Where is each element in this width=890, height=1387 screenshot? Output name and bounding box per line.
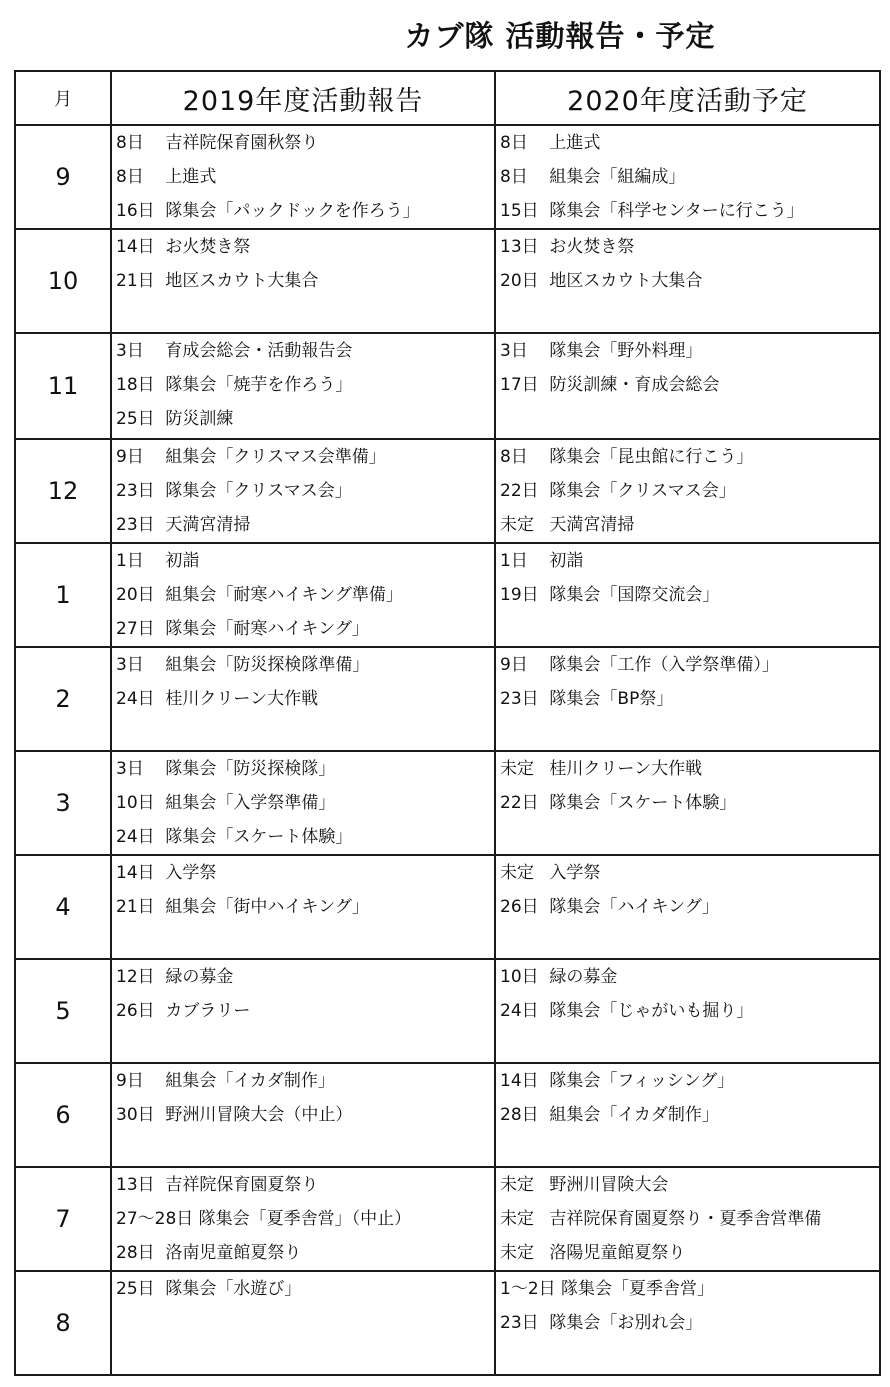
plan-cell — [495, 647, 880, 751]
month-cell: 11 — [15, 333, 111, 439]
table-row — [15, 959, 880, 1063]
entry-event: 吉祥院保育園夏祭り — [165, 1175, 319, 1195]
entry-date: 14日 — [116, 863, 155, 883]
schedule-entry — [112, 994, 494, 1028]
entry-date: 未定 — [500, 515, 534, 535]
report-cell — [111, 1063, 495, 1167]
month-cell: 12 — [15, 439, 111, 543]
entry-date: 27～28日 — [116, 1209, 194, 1229]
schedule-entry — [112, 752, 494, 786]
schedule-entry — [112, 856, 494, 890]
entry-event: 野洲川冒険大会 — [549, 1175, 669, 1195]
report-cell — [111, 751, 495, 855]
header-month: 月 — [15, 71, 111, 125]
schedule-entry — [112, 682, 494, 716]
entry-date: 19日 — [500, 585, 539, 605]
month-cell: 5 — [15, 959, 111, 1063]
schedule-entry — [496, 126, 879, 160]
entry-event: 隊集会「スケート体験」 — [165, 827, 353, 847]
schedule-entry — [112, 1098, 494, 1132]
table-row — [15, 543, 880, 647]
entry-event: 初詣 — [165, 551, 200, 571]
schedule-entry — [496, 1168, 879, 1202]
schedule-entry — [496, 1202, 879, 1236]
entry-date: 21日 — [116, 271, 155, 291]
schedule-entry — [496, 474, 879, 508]
schedule-entry — [112, 334, 494, 368]
entry-event: 隊集会「ハイキング」 — [549, 897, 719, 917]
entry-event: 桂川クリーン大作戦 — [549, 759, 703, 779]
entry-date: 24日 — [500, 1001, 539, 1021]
schedule-entry — [112, 264, 494, 298]
schedule-entry — [496, 856, 879, 890]
plan-cell — [495, 439, 880, 543]
entry-event: 野洲川冒険大会（中止） — [165, 1105, 353, 1125]
schedule-entry — [496, 1098, 879, 1132]
entry-event: 組集会「防災探検隊準備」 — [165, 655, 370, 675]
entry-event: 隊集会「昆虫館に行こう」 — [549, 447, 754, 467]
entry-date: 3日 — [116, 341, 144, 361]
entry-date: 3日 — [500, 341, 528, 361]
entry-date: 3日 — [116, 655, 144, 675]
schedule-entry — [112, 578, 494, 612]
plan-cell — [495, 1063, 880, 1167]
plan-cell — [495, 543, 880, 647]
entry-date: 1日 — [116, 551, 144, 571]
entry-event: 隊集会「じゃがいも掘り」 — [549, 1001, 754, 1021]
table-row — [15, 647, 880, 751]
schedule-entry — [496, 960, 879, 994]
entry-date: 8日 — [116, 133, 144, 153]
entry-event: 隊集会「防災探検隊」 — [165, 759, 336, 779]
report-cell — [111, 647, 495, 751]
entry-date: 8日 — [500, 447, 528, 467]
schedule-entry — [496, 368, 879, 402]
schedule-entry — [112, 612, 494, 646]
report-cell — [111, 959, 495, 1063]
entry-date: 9日 — [500, 655, 528, 675]
entry-event: 組集会「クリスマス会準備」 — [165, 447, 386, 467]
entry-date: 23日 — [116, 481, 155, 501]
schedule-entry — [112, 1064, 494, 1098]
month-cell: 9 — [15, 125, 111, 229]
entry-event: 吉祥院保育園秋祭り — [165, 133, 319, 153]
entry-date: 17日 — [500, 375, 539, 395]
entry-date: 24日 — [116, 827, 155, 847]
entry-date: 8日 — [116, 167, 144, 187]
entry-date: 27日 — [116, 619, 155, 639]
entry-date: 25日 — [116, 409, 155, 429]
entry-event: 上進式 — [165, 167, 217, 187]
schedule-entry — [112, 508, 494, 542]
schedule-table — [14, 70, 881, 1376]
schedule-entry — [112, 1272, 494, 1306]
schedule-entry — [496, 1064, 879, 1098]
entry-date: 18日 — [116, 375, 155, 395]
entry-event: 隊集会「クリスマス会」 — [549, 481, 736, 501]
plan-cell — [495, 125, 880, 229]
schedule-entry — [112, 440, 494, 474]
entry-event: 隊集会「野外料理」 — [549, 341, 703, 361]
entry-date: 8日 — [500, 167, 528, 187]
table-row — [15, 1063, 880, 1167]
entry-event: 入学祭 — [165, 863, 217, 883]
entry-date: 23日 — [116, 515, 155, 535]
schedule-entry — [496, 544, 879, 578]
entry-event: 隊集会「焼芋を作ろう」 — [165, 375, 353, 395]
table-row — [15, 229, 880, 333]
entry-date: 13日 — [500, 237, 539, 257]
schedule-entry — [112, 368, 494, 402]
table-row — [15, 855, 880, 959]
entry-date: 10日 — [116, 793, 155, 813]
entry-date: 12日 — [116, 967, 155, 987]
schedule-entry — [112, 126, 494, 160]
schedule-entry — [112, 474, 494, 508]
report-cell — [111, 125, 495, 229]
schedule-entry — [496, 194, 879, 228]
schedule-entry — [112, 230, 494, 264]
entry-event: 上進式 — [549, 133, 601, 153]
entry-event: 天満宮清掃 — [549, 515, 635, 535]
entry-date: 未定 — [500, 1209, 534, 1229]
report-cell — [111, 1271, 495, 1375]
entry-date: 16日 — [116, 201, 155, 221]
entry-date: 23日 — [500, 1313, 539, 1333]
schedule-entry — [496, 890, 879, 924]
entry-event: 隊集会「BP祭」 — [549, 689, 674, 709]
schedule-entry — [496, 682, 879, 716]
entry-event: カブラリー — [165, 1001, 251, 1021]
entry-event: 組集会「イカダ制作」 — [165, 1071, 335, 1091]
table-row — [15, 439, 880, 543]
entry-event: お火焚き祭 — [549, 237, 635, 257]
schedule-entry — [496, 1272, 879, 1306]
schedule-entry — [496, 994, 879, 1028]
plan-cell — [495, 855, 880, 959]
entry-event: 入学祭 — [549, 863, 601, 883]
schedule-entry — [496, 160, 879, 194]
schedule-entry — [496, 752, 879, 786]
schedule-entry — [496, 1236, 879, 1270]
report-cell — [111, 855, 495, 959]
entry-event: 防災訓練 — [165, 409, 234, 429]
entry-event: 緑の募金 — [165, 967, 234, 987]
table-row — [15, 1271, 880, 1375]
table-row — [15, 125, 880, 229]
entry-date: 30日 — [116, 1105, 155, 1125]
entry-date: 26日 — [500, 897, 539, 917]
schedule-entry — [112, 1236, 494, 1270]
entry-date: 10日 — [500, 967, 539, 987]
schedule-entry — [496, 264, 879, 298]
schedule-entry — [112, 890, 494, 924]
entry-date: 26日 — [116, 1001, 155, 1021]
entry-date: 1日 — [500, 551, 528, 571]
month-cell: 3 — [15, 751, 111, 855]
entry-event: 桂川クリーン大作戦 — [165, 689, 319, 709]
entry-event: 隊集会「夏季舎営」（中止） — [198, 1209, 412, 1229]
month-cell: 7 — [15, 1167, 111, 1271]
entry-date: 3日 — [116, 759, 144, 779]
entry-event: 組集会「イカダ制作」 — [549, 1105, 719, 1125]
entry-event: 隊集会「お別れ会」 — [549, 1313, 703, 1333]
entry-date: 13日 — [116, 1175, 155, 1195]
report-cell — [111, 333, 495, 439]
entry-event: 組集会「入学祭準備」 — [165, 793, 336, 813]
entry-date: 9日 — [116, 447, 144, 467]
entry-event: 組集会「街中ハイキング」 — [165, 897, 369, 917]
entry-date: 9日 — [116, 1071, 144, 1091]
schedule-entry — [112, 402, 494, 436]
schedule-entry — [112, 1202, 494, 1236]
entry-date: 20日 — [116, 585, 155, 605]
entry-date: 24日 — [116, 689, 155, 709]
report-cell — [111, 543, 495, 647]
plan-cell — [495, 333, 880, 439]
entry-event: 組集会「耐寒ハイキング準備」 — [165, 585, 403, 605]
header-row — [15, 71, 880, 125]
entry-date: 15日 — [500, 201, 539, 221]
schedule-entry — [496, 786, 879, 820]
entry-event: 防災訓練・育成会総会 — [549, 375, 720, 395]
entry-event: 初詣 — [549, 551, 584, 571]
entry-event: 組集会「組編成」 — [549, 167, 686, 187]
month-cell: 8 — [15, 1271, 111, 1375]
entry-date: 22日 — [500, 793, 539, 813]
entry-date: 8日 — [500, 133, 528, 153]
schedule-entry — [496, 334, 879, 368]
month-cell: 10 — [15, 229, 111, 333]
entry-date: 14日 — [116, 237, 155, 257]
schedule-entry — [112, 786, 494, 820]
entry-date: 14日 — [500, 1071, 539, 1091]
schedule-entry — [112, 544, 494, 578]
report-cell — [111, 439, 495, 543]
schedule-entry — [496, 508, 879, 542]
month-cell: 1 — [15, 543, 111, 647]
schedule-entry — [112, 648, 494, 682]
entry-event: 洛陽児童館夏祭り — [549, 1243, 686, 1263]
schedule-entry — [496, 230, 879, 264]
entry-date: 未定 — [500, 1175, 534, 1195]
entry-event: 地区スカウト大集合 — [549, 271, 703, 291]
schedule-entry — [112, 1168, 494, 1202]
plan-cell — [495, 229, 880, 333]
header-plan: 2020年度活動予定 — [495, 71, 880, 125]
plan-cell — [495, 1167, 880, 1271]
entry-date: 20日 — [500, 271, 539, 291]
header-report: 2019年度活動報告 — [111, 71, 495, 125]
schedule-entry — [112, 194, 494, 228]
table-row — [15, 333, 880, 439]
schedule-entry — [496, 440, 879, 474]
entry-event: 隊集会「水遊び」 — [165, 1279, 302, 1299]
entry-date: 未定 — [500, 1243, 534, 1263]
entry-date: 28日 — [500, 1105, 539, 1125]
entry-event: 天満宮清掃 — [165, 515, 251, 535]
entry-event: 洛南児童館夏祭り — [165, 1243, 302, 1263]
entry-event: 隊集会「耐寒ハイキング」 — [165, 619, 369, 639]
month-cell: 4 — [15, 855, 111, 959]
entry-date: 未定 — [500, 759, 534, 779]
entry-event: 隊集会「国際交流会」 — [549, 585, 720, 605]
schedule-entry — [496, 578, 879, 612]
entry-date: 22日 — [500, 481, 539, 501]
schedule-entry — [112, 820, 494, 854]
entry-event: 隊集会「科学センターに行こう」 — [549, 201, 804, 221]
entry-event: 隊集会「夏季舎営」 — [561, 1279, 715, 1299]
entry-event: 隊集会「フィッシング」 — [549, 1071, 735, 1091]
entry-event: 育成会総会・活動報告会 — [165, 341, 353, 361]
entry-event: 隊集会「クリスマス会」 — [165, 481, 352, 501]
table-row — [15, 751, 880, 855]
entry-date: 21日 — [116, 897, 155, 917]
month-cell: 2 — [15, 647, 111, 751]
entry-date: 25日 — [116, 1279, 155, 1299]
entry-date: 1～2日 — [500, 1279, 556, 1299]
table-row — [15, 1167, 880, 1271]
plan-cell — [495, 751, 880, 855]
schedule-entry — [112, 960, 494, 994]
entry-event: 地区スカウト大集合 — [165, 271, 319, 291]
plan-cell — [495, 1271, 880, 1375]
entry-event: 隊集会「パックドックを作ろう」 — [165, 201, 420, 221]
schedule-entry — [496, 648, 879, 682]
entry-event: 隊集会「スケート体験」 — [549, 793, 737, 813]
entry-event: 吉祥院保育園夏祭り・夏季舎営準備 — [549, 1209, 822, 1229]
schedule-entry — [112, 160, 494, 194]
plan-cell — [495, 959, 880, 1063]
schedule-entry — [496, 1306, 879, 1340]
entry-event: 隊集会「工作（入学祭準備）」 — [549, 655, 779, 675]
report-cell — [111, 229, 495, 333]
entry-event: お火焚き祭 — [165, 237, 251, 257]
month-cell: 6 — [15, 1063, 111, 1167]
page-title: カブ隊 活動報告・予定 — [404, 19, 716, 53]
entry-date: 23日 — [500, 689, 539, 709]
entry-event: 緑の募金 — [549, 967, 618, 987]
report-cell — [111, 1167, 495, 1271]
entry-date: 未定 — [500, 863, 534, 883]
entry-date: 28日 — [116, 1243, 155, 1263]
